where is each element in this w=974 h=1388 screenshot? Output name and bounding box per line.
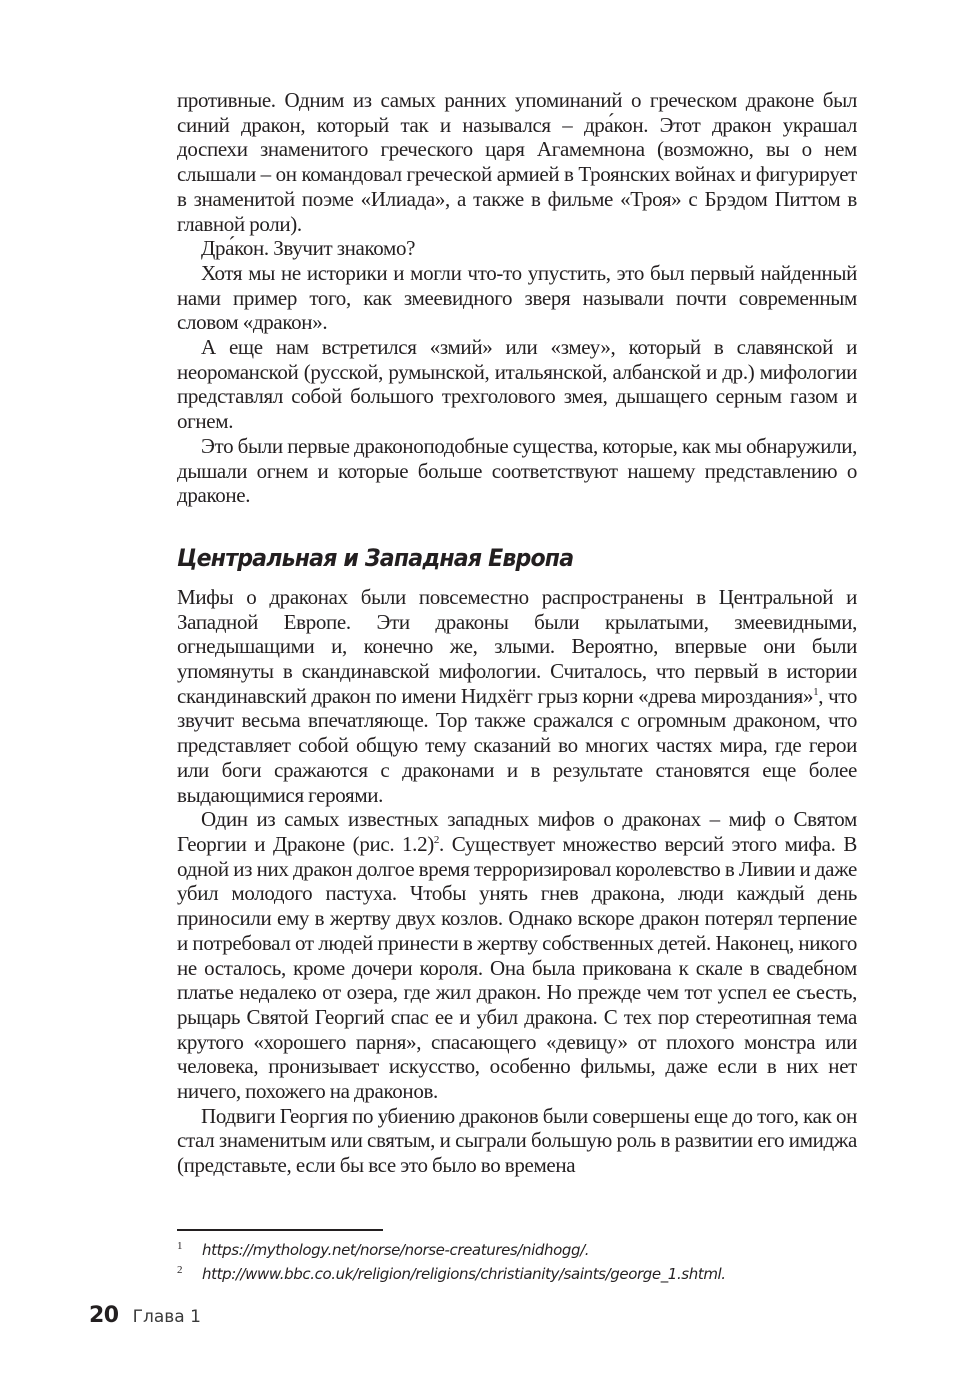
paragraph: Хотя мы не историки и могли что-то упустить, это был первый найденный нами пример того, как змеевидного зверя называли почти современным словом «дракон».	[177, 260, 857, 335]
footnote-ref[interactable]: 2	[433, 833, 440, 846]
paragraph: А еще нам встретился «змий» или «змеу», который в славянской и неороманской (русской, румынской, итальянской, албанской и др.) мифологии представлял собой большого трехголового змея, дышащего серным газом и огнем.	[177, 335, 857, 434]
paragraph: Дра́кон. Звучит знакомо?	[201, 236, 416, 261]
paragraph: противные. Одним из самых ранних упоминаний о греческом драконе был синий дракон, который так и назывался – дра́кон. Этот дракон украшал доспехи знаменитого греческого царя Агамемнона (возможно, вы о нем слышали – он командовал греческой армией в Троянских войнах и фигурирует в знаменитой поэме «Илиада», а также в фильме «Троя» с Брэдом Питтом в главной роли).	[177, 88, 857, 236]
footnote-number: 1	[177, 1240, 183, 1252]
footnote-link[interactable]: https://mythology.net/norse/norse-creatures/nidhogg/.	[202, 1241, 590, 1259]
paragraph-text: Мифы о драконах были повсеместно распространены в Центральной и Западной Европе. Эти драконы были крылатыми, змеевидными, огнедышащими и, конечно же, злыми. Вероятно, впервые они были упомянуты в скандинавской мифологии. Считалось, что первый в истории скандинавский дракон по имени Нидхёгг грыз корни «древа мироздания»	[177, 584, 857, 708]
paragraph-text: Один из самых известных западных мифов о драконах – миф о Святом Георгии и Драконе (рис. 1.2)	[177, 807, 857, 856]
footnote	[177, 1262, 857, 1286]
section-heading: Центральная и Западная Европа	[177, 543, 574, 572]
footnotes	[177, 1238, 857, 1286]
paragraph: Подвиги Георгия по убиению драконов были совершены еще до того, как он стал знаменитым или святым, и сыграли большую роль в развитии его имиджа (представьте, если бы все это было во времена	[177, 1103, 857, 1178]
page-number: 20	[89, 1303, 119, 1328]
paragraph-text: . Существует множество версий этого мифа. В одной из них дракон долгое время терроризировал королевство в Ливии и даже убил молодого пастуха. Чтобы унять гнев дракона, люди каждый день приносили ему в жертву двух козлов. Однако вскоре дракон потерял терпение и потребовал от людей принести в жертву собственных детей. Наконец, никого не осталось, кроме дочери короля. Она была прикована к скале в свадебном платье недалеко от озера, где жил дракон. Но прежде чем тот успел ее съесть, рыцарь Святой Георгий спас ее и убил дракона. С тех пор стереотипная тема крутого «хорошего парня», спасающего «девицу» от плохого монстра или человека, пронизывает искусство, особенно фильмы, даже если в них нет ничего, похожего на драконов.	[177, 831, 858, 1104]
paragraph-text: , что звучит весьма впечатляюще. Тор также сражался с огромным драконом, что представляет собой общую тему сказаний во многих частях мира, где герои или боги сражаются с драконами и в результате становятся еще более выдающимися героями.	[177, 683, 857, 807]
paragraph	[177, 807, 857, 1103]
footnote-ref[interactable]: 1	[813, 685, 819, 698]
footnote	[177, 1238, 857, 1262]
chapter-label: Глава 1	[132, 1307, 201, 1327]
footnote-number: 2	[177, 1264, 183, 1276]
paragraph: Это были первые драконоподобные существа, которые, как мы обнаружили, дышали огнем и которые больше соответствуют нашему представлению о драконе.	[177, 433, 857, 508]
page-body	[177, 88, 857, 1178]
page-footer	[89, 1303, 201, 1328]
footnote-separator	[177, 1229, 383, 1231]
footnote-link[interactable]: http://www.bbc.co.uk/religion/religions/christianity/saints/george_1.shtml.	[202, 1265, 726, 1283]
paragraph	[177, 585, 857, 807]
